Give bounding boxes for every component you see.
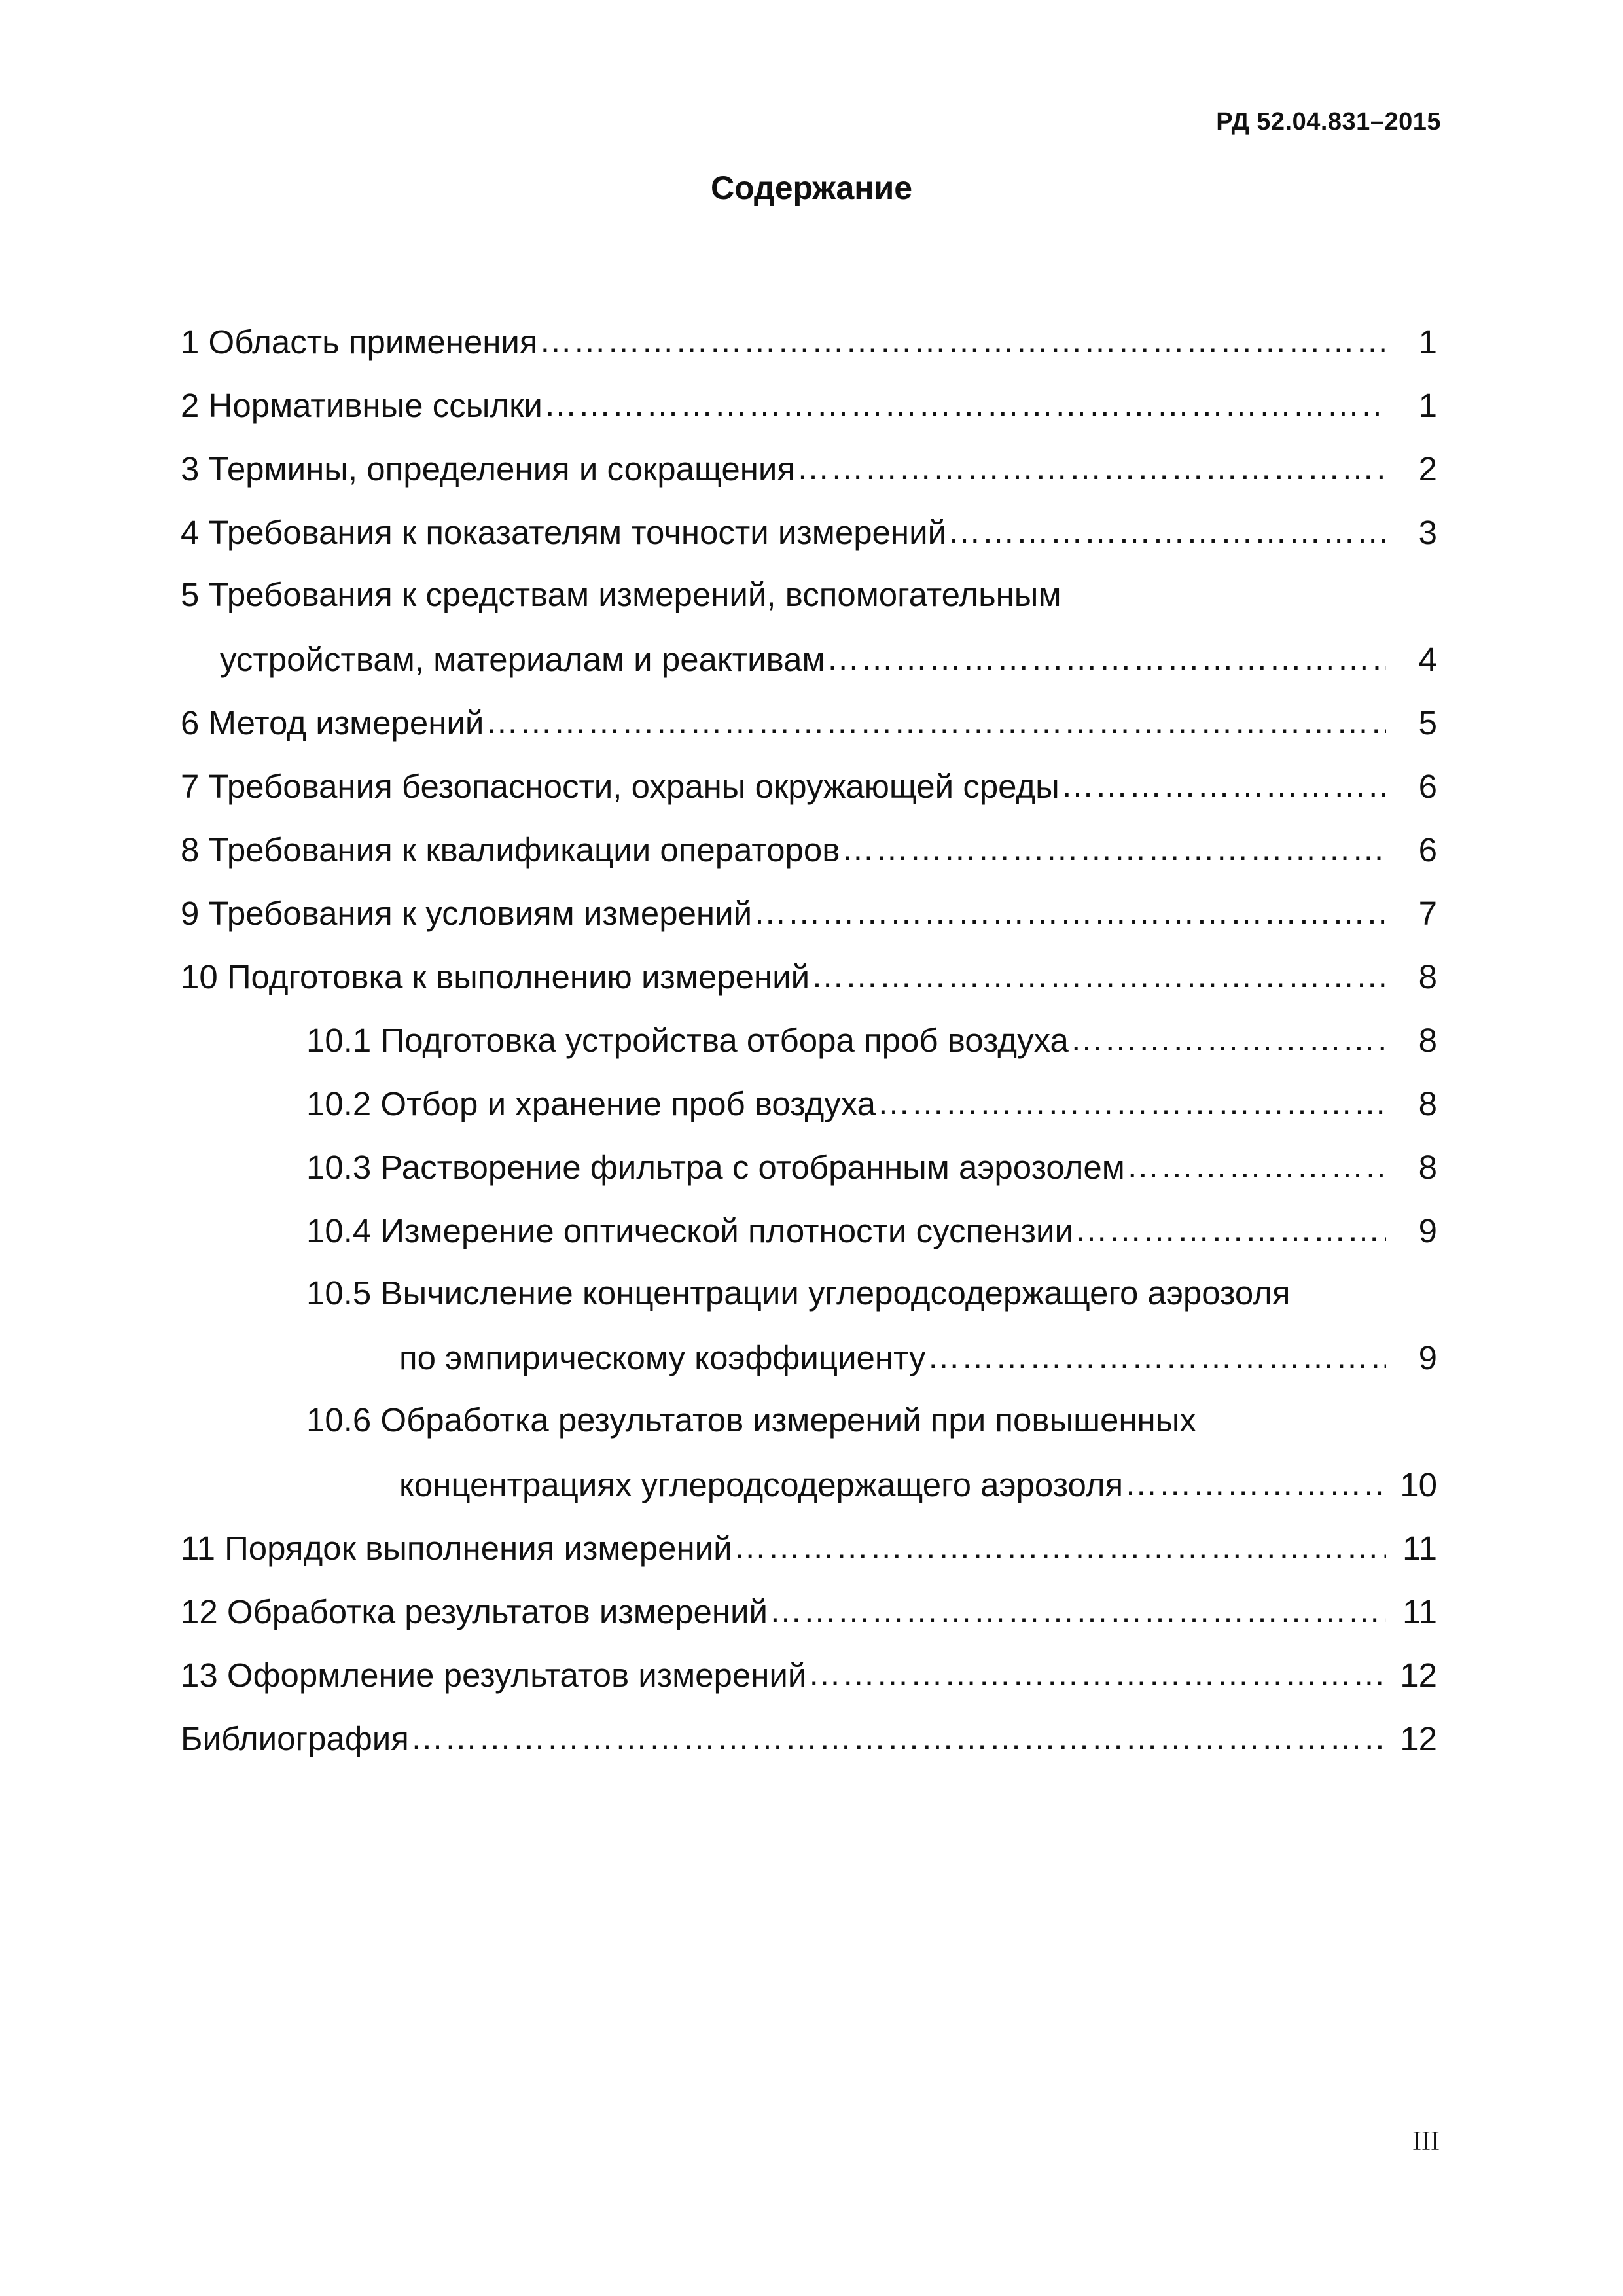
toc-entry[interactable]	[181, 1504, 1437, 1568]
toc-entry-title: концентрациях углеродсодержащего аэрозоля	[399, 1466, 1124, 1503]
toc-entry-page: 11	[1402, 1593, 1437, 1630]
toc-entry-title: 1 Область применения	[181, 323, 538, 361]
toc-subentry[interactable]	[181, 1377, 1437, 1441]
toc-entry-title: устройствам, материалам и реактивам	[220, 641, 825, 678]
toc-entry[interactable]	[181, 488, 1437, 552]
toc-entry-page: 5	[1418, 704, 1437, 742]
toc-entry-title: 6 Метод измерений	[181, 704, 484, 742]
toc-entry-page: 9	[1418, 1339, 1437, 1376]
toc-entry-title: 10.5 Вычисление концентрации углеродсодержащего аэрозоля	[306, 1250, 1290, 1312]
table-of-contents	[181, 298, 1437, 1758]
toc-dot-leader	[948, 512, 1386, 550]
document-code: РД 52.04.831–2015	[1216, 108, 1441, 135]
page-number: III	[1412, 2126, 1440, 2157]
toc-subentry[interactable]	[181, 996, 1437, 1060]
toc-dot-leader	[769, 1591, 1386, 1630]
toc-entry-page: 1	[1418, 323, 1437, 361]
toc-dot-leader	[841, 829, 1386, 868]
toc-entry-title: 7 Требования безопасности, охраны окружающей среды	[181, 768, 1060, 805]
toc-entry-page: 11	[1402, 1530, 1437, 1567]
toc-entry[interactable]	[181, 869, 1437, 933]
toc-entry-page: 12	[1400, 1720, 1437, 1757]
toc-entry-title: Библиография	[181, 1720, 409, 1757]
toc-dot-leader	[1124, 1464, 1386, 1503]
toc-entry-page: 12	[1400, 1657, 1437, 1694]
page-title: Содержание	[710, 170, 913, 206]
toc-dot-leader	[410, 1718, 1386, 1757]
toc-dot-leader	[827, 639, 1386, 677]
toc-entry[interactable]	[181, 1568, 1437, 1631]
toc-entry-continuation[interactable]	[181, 1314, 1437, 1377]
toc-entry-page: 4	[1418, 641, 1437, 678]
toc-entry-page: 2	[1418, 450, 1437, 488]
toc-entry-page: 10	[1400, 1466, 1437, 1503]
toc-entry-page: 1	[1418, 387, 1437, 424]
toc-entry[interactable]	[181, 425, 1437, 488]
toc-entry-title: 10 Подготовка к выполнению измерений	[181, 958, 810, 996]
toc-dot-leader	[753, 893, 1386, 931]
toc-subentry[interactable]	[181, 1250, 1437, 1314]
toc-dot-leader	[811, 956, 1386, 995]
toc-entry[interactable]	[181, 361, 1437, 425]
toc-entry-title: 5 Требования к средствам измерений, вспомогательным	[181, 552, 1061, 614]
toc-dot-leader	[1075, 1210, 1386, 1249]
toc-dot-leader	[796, 448, 1386, 487]
toc-entry-title: 11 Порядок выполнения измерений	[181, 1530, 732, 1567]
toc-entry-title: 10.4 Измерение оптической плотности суспензии	[306, 1212, 1074, 1249]
toc-dot-leader	[1126, 1147, 1386, 1185]
toc-entry-continuation[interactable]	[181, 1441, 1437, 1504]
toc-entry-title: по эмпирическому коэффициенту	[399, 1339, 926, 1376]
toc-entry-title: 10.6 Обработка результатов измерений при повышенных	[306, 1377, 1196, 1439]
toc-entry-title: 3 Термины, определения и сокращения	[181, 450, 795, 488]
toc-entry[interactable]	[181, 298, 1437, 361]
toc-subentry[interactable]	[181, 1060, 1437, 1123]
toc-dot-leader	[1070, 1020, 1386, 1058]
toc-entry-page: 6	[1418, 768, 1437, 805]
toc-entry[interactable]	[181, 1631, 1437, 1695]
toc-entry-title: 13 Оформление результатов измерений	[181, 1657, 807, 1694]
toc-entry-title: 8 Требования к квалификации операторов	[181, 831, 840, 869]
toc-entry-title: 12 Обработка результатов измерений	[181, 1593, 768, 1630]
toc-entry-title: 9 Требования к условиям измерений	[181, 895, 753, 932]
toc-dot-leader	[877, 1083, 1386, 1122]
toc-dot-leader	[927, 1337, 1386, 1376]
toc-entry-title: 10.2 Отбор и хранение проб воздуха	[306, 1085, 876, 1122]
toc-subentry[interactable]	[181, 1123, 1437, 1187]
toc-subentry[interactable]	[181, 1187, 1437, 1250]
toc-entry-page: 9	[1418, 1212, 1437, 1249]
toc-entry-page: 8	[1418, 1085, 1437, 1122]
toc-entry-title: 2 Нормативные ссылки	[181, 387, 543, 424]
toc-dot-leader	[539, 321, 1386, 360]
toc-entry-page: 8	[1418, 958, 1437, 996]
toc-entry-page: 3	[1418, 514, 1437, 551]
toc-dot-leader	[485, 702, 1386, 741]
toc-entry[interactable]	[181, 552, 1437, 615]
toc-dot-leader	[544, 385, 1386, 423]
toc-entry-page: 7	[1418, 895, 1437, 932]
toc-entry-title: 10.1 Подготовка устройства отбора проб воздуха	[306, 1022, 1069, 1059]
toc-dot-leader	[808, 1655, 1386, 1693]
toc-dot-leader	[734, 1528, 1386, 1566]
toc-entry[interactable]	[181, 933, 1437, 996]
toc-entry[interactable]	[181, 1695, 1437, 1758]
toc-dot-leader	[1061, 766, 1386, 804]
toc-entry-continuation[interactable]	[181, 615, 1437, 679]
toc-entry-title: 10.3 Растворение фильтра с отобранным аэрозолем	[306, 1149, 1125, 1186]
toc-entry[interactable]	[181, 806, 1437, 869]
toc-entry-title: 4 Требования к показателям точности измерений	[181, 514, 947, 551]
toc-entry[interactable]	[181, 679, 1437, 742]
toc-entry-page: 8	[1418, 1149, 1437, 1186]
toc-entry-page: 6	[1418, 831, 1437, 869]
toc-entry-page: 8	[1418, 1022, 1437, 1059]
toc-entry[interactable]	[181, 742, 1437, 806]
